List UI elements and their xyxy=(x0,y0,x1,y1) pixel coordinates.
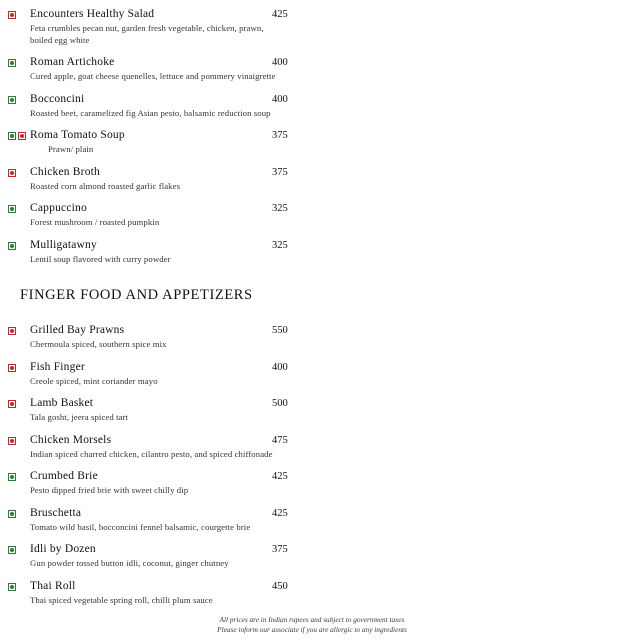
item-name: Chicken Broth xyxy=(30,165,100,178)
item-description: Chermoula spiced, southern spice mix xyxy=(30,339,167,349)
non-veg-indicator-icon xyxy=(8,11,16,19)
list-item xyxy=(0,239,624,266)
item-price: 475 xyxy=(272,434,288,446)
item-price: 325 xyxy=(272,239,288,251)
item-header xyxy=(30,434,624,448)
item-description: Cured apple, goat cheese quenelles, lettuce and pommery vinaigrette xyxy=(30,71,276,81)
list-item xyxy=(0,129,624,156)
list-item xyxy=(0,543,624,570)
item-name: Bocconcini xyxy=(30,92,85,105)
item-price: 375 xyxy=(272,166,288,178)
veg-indicator-icon xyxy=(8,205,16,213)
list-item xyxy=(0,470,624,497)
list-item xyxy=(0,397,624,424)
item-name: Encounters Healthy Salad xyxy=(30,8,155,20)
footer-line-1: All prices are in Indian rupees and subject to government taxes xyxy=(219,615,405,624)
item-price: 500 xyxy=(272,398,288,409)
item-name: Mulligatawny xyxy=(30,238,97,251)
item-header xyxy=(30,580,624,594)
item-name: Roman Artichoke xyxy=(30,56,115,68)
non-veg-indicator-icon xyxy=(18,132,26,140)
item-description: Tala gosht, jeera spiced tart xyxy=(30,412,129,422)
list-item xyxy=(0,166,624,193)
item-price: 400 xyxy=(272,361,288,373)
veg-indicator-icon xyxy=(8,546,16,554)
list-item xyxy=(0,507,624,534)
item-header xyxy=(30,239,624,253)
item-description: Thai spiced vegetable spring roll, chilli plum sauce xyxy=(30,594,213,605)
item-name: Crumbed Brie xyxy=(30,470,98,482)
non-veg-indicator-icon xyxy=(8,400,16,408)
item-description: Indian spiced charred chicken, cilantro pesto, and spiced chiffonade xyxy=(30,448,273,459)
list-item xyxy=(0,202,624,229)
list-item xyxy=(0,434,624,461)
veg-indicator-icon xyxy=(8,132,16,140)
veg-indicator-icon xyxy=(8,96,16,104)
veg-indicator-icon xyxy=(8,583,16,591)
soups-and-salads-list xyxy=(0,8,624,265)
item-header xyxy=(30,8,624,22)
appetizers-list xyxy=(0,324,624,606)
item-header xyxy=(30,507,624,521)
item-name: Lamb Basket xyxy=(30,397,94,409)
list-item xyxy=(0,361,624,388)
item-description: Forest mushroom / roasted pumpkin xyxy=(30,217,160,227)
item-price: 400 xyxy=(272,57,288,68)
item-name: Thai Roll xyxy=(30,579,76,592)
item-header xyxy=(30,129,624,143)
veg-indicator-icon xyxy=(8,473,16,481)
non-veg-indicator-icon xyxy=(8,437,16,445)
footer-notes xyxy=(0,615,624,635)
item-price: 375 xyxy=(272,544,288,555)
non-veg-indicator-icon xyxy=(8,169,16,177)
item-description: Pesto dipped fried brie with sweet chilly dip xyxy=(30,485,189,495)
item-name: Fish Finger xyxy=(30,360,85,373)
list-item xyxy=(0,324,624,351)
item-price: 450 xyxy=(272,580,288,592)
list-item xyxy=(0,93,624,120)
item-description: Gun powder tossed button idli, coconut, ginger chutney xyxy=(30,558,229,568)
item-price: 550 xyxy=(272,325,288,336)
item-price: 375 xyxy=(272,130,288,141)
item-price: 425 xyxy=(272,507,288,519)
item-header xyxy=(30,361,624,375)
list-item xyxy=(0,56,624,83)
list-item xyxy=(0,580,624,607)
item-description: Prawn/ plain xyxy=(48,144,94,154)
item-description: Creole spiced, mint coriander mayo xyxy=(30,375,158,386)
item-header xyxy=(30,470,624,484)
item-name: Cappuccino xyxy=(30,202,87,214)
item-header xyxy=(30,93,624,107)
section-heading: FINGER FOOD AND APPETIZERS xyxy=(20,287,253,303)
veg-indicator-icon xyxy=(8,510,16,518)
item-price: 425 xyxy=(272,471,288,482)
item-header xyxy=(30,324,624,338)
non-veg-indicator-icon xyxy=(8,327,16,335)
item-header xyxy=(30,397,624,411)
footer-line-2: Please inform our associate if you are allergic to any ingredients xyxy=(217,625,407,634)
item-description: Roasted beet, caramelized fig Asian pesto, balsamic reduction soup xyxy=(30,107,271,118)
item-description: Roasted corn almond roasted garlic flakes xyxy=(30,180,181,191)
veg-indicator-icon xyxy=(8,242,16,250)
item-name: Chicken Morsels xyxy=(30,433,112,446)
veg-indicator-icon xyxy=(8,59,16,67)
item-price: 425 xyxy=(272,9,288,20)
item-price: 325 xyxy=(272,203,288,214)
item-price: 400 xyxy=(272,93,288,105)
item-header xyxy=(30,543,624,557)
item-header xyxy=(30,166,624,180)
item-description: Tomato wild basil, bocconcini fennel balsamic, courgette brie xyxy=(30,521,251,532)
item-name: Grilled Bay Prawns xyxy=(30,324,125,336)
item-description: Lentil soup flavored with curry powder xyxy=(30,253,171,264)
item-description: Feta crumbles pecan nut, garden fresh vegetable, chicken, prawn, boiled egg white xyxy=(30,23,264,45)
list-item xyxy=(0,8,624,46)
non-veg-indicator-icon xyxy=(8,364,16,372)
item-header xyxy=(30,202,624,216)
item-name: Bruschetta xyxy=(30,506,82,519)
item-name: Roma Tomato Soup xyxy=(30,129,125,141)
item-name: Idli by Dozen xyxy=(30,543,96,555)
item-header xyxy=(30,56,624,70)
